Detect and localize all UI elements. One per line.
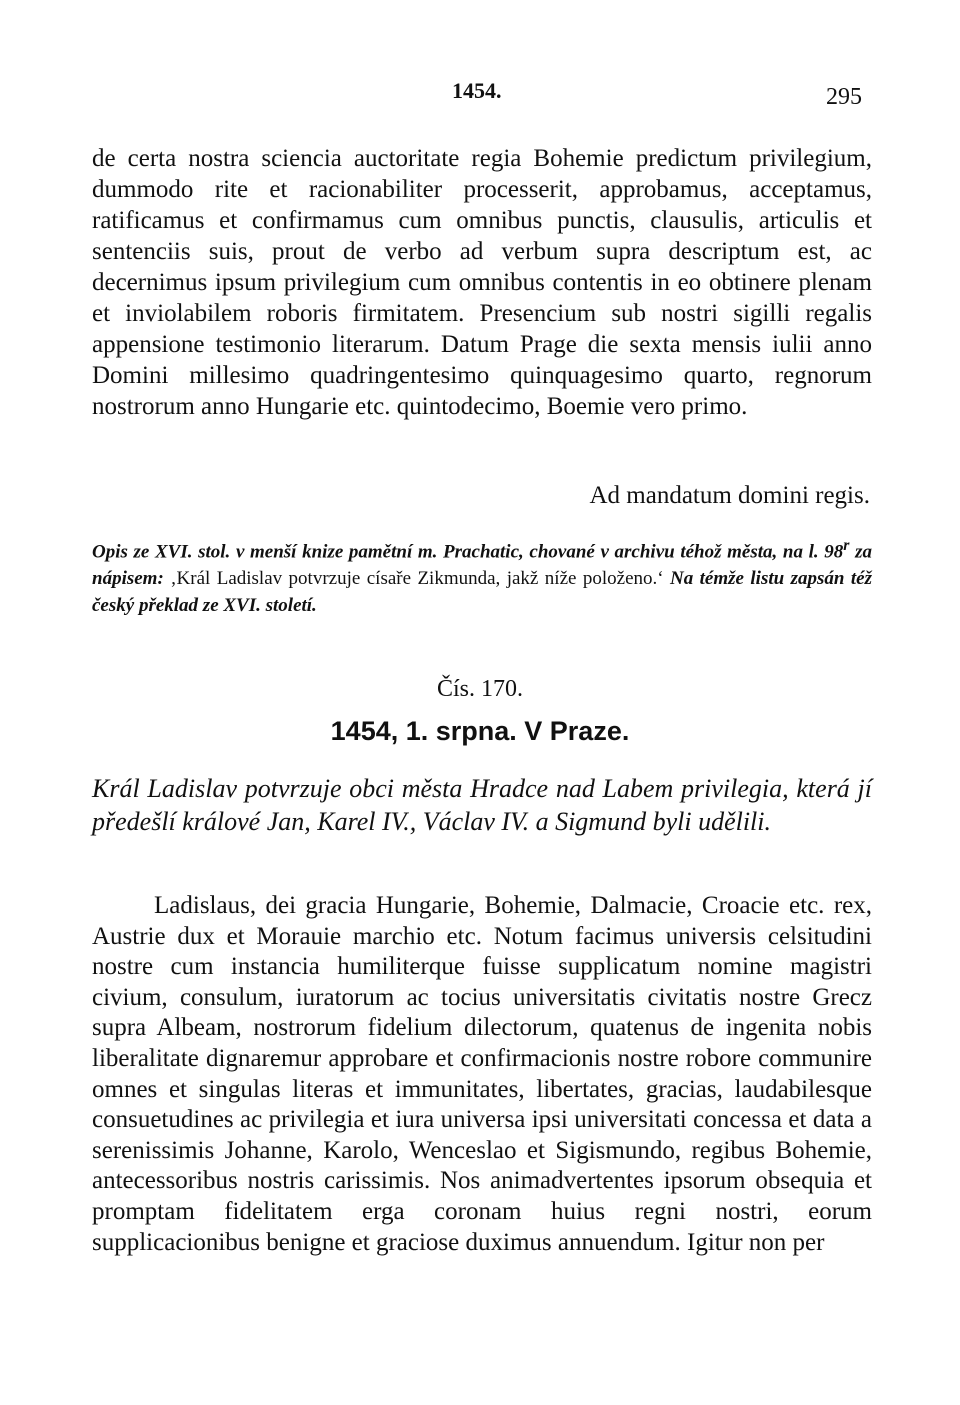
document-summary: Král Ladislav potvrzuje obci města Hradce nad Labem privilegia, která jí předešlí králové Jan, Karel IV., Václav IV. a Sigmund byli udělili. — [92, 774, 872, 836]
running-title-year: 1454. — [452, 78, 502, 103]
source-note-quote: ‚Král Ladislav potvrzuje císaře Zikmunda, jakž níže položeno.‘ — [170, 568, 664, 590]
document-date-place: 1454, 1. srpna. V Praze. — [330, 716, 630, 746]
source-note-part2: za nápisem: — [92, 541, 872, 590]
source-note-part1: Opis ze XVI. stol. v menší knize pamětní m. Prachatic, chované v archivu téhož města, na l. 98 — [92, 541, 844, 563]
document-text: Ladislaus, dei gracia Hungarie, Bohemie, Dalmacie, Croacie etc. rex, Austrie dux et Morauie marchio etc. Notum facimus universis celsitudini nostre cum instancia humiliterque fuisse supplicatum nomine magistri civium, consulum, iuratorum ac tocius universitatis civitatis nostre Grecz supra Albeam, nostrorum fidelium dilectorum, quatenus de ingenita nobis liberalitate dignaremur approbare et confirmacionis nostre robore communire omnes et singulas literas et immunitates, libertates, gracias, laudabilesque consuetudines ac privilegia et iura universa ipsi universitati concessa et data a serenissimis Johanne, Karolo, Wenceslao et Sigismundo, regibus Bohemie, antecessoribus nostris carissimis. Nos animadvertentes ipsorum obsequia et promptam fidelitatem erga coronam huius regni nostri, eorum supplicacionibus benigne et graciose duximus annuendum. Igitur non per — [92, 892, 872, 1256]
source-note-part3: Na témže listu zapsán též český překlad ze XVI. století. — [92, 568, 872, 617]
page-header — [0, 74, 960, 114]
document-number: Čís. 170. — [436, 676, 523, 702]
chancery-note: Ad mandatum domini regis. — [589, 482, 870, 509]
folio-superscript: r — [843, 537, 850, 554]
page-number: 295 — [826, 84, 862, 110]
continued-paragraph: de certa nostra sciencia auctoritate regia Bohemie predictum privilegium, dummodo rite et racionabiliter processerit, approbamus, acceptamus, ratificamus et confirmamus cum omnibus punctis, clausulis, articulis et sentenciis suis, prout de verbo ad verbum supra descriptum est, ac decernimus ipsum privilegium cum omnibus contentis in eo obtinere plenam et inviolabilem roboris firmitatem. Presencium sub nostri sigilli regalis appensione testimonio literarum. Datum Prage die sexta mensis iulii anno Domini millesimo quadringentesimo quinquagesimo quarto, regnorum nostrorum anno Hungarie etc. quintodecimo, Boemie vero primo. — [92, 145, 872, 420]
source-note — [92, 532, 872, 619]
